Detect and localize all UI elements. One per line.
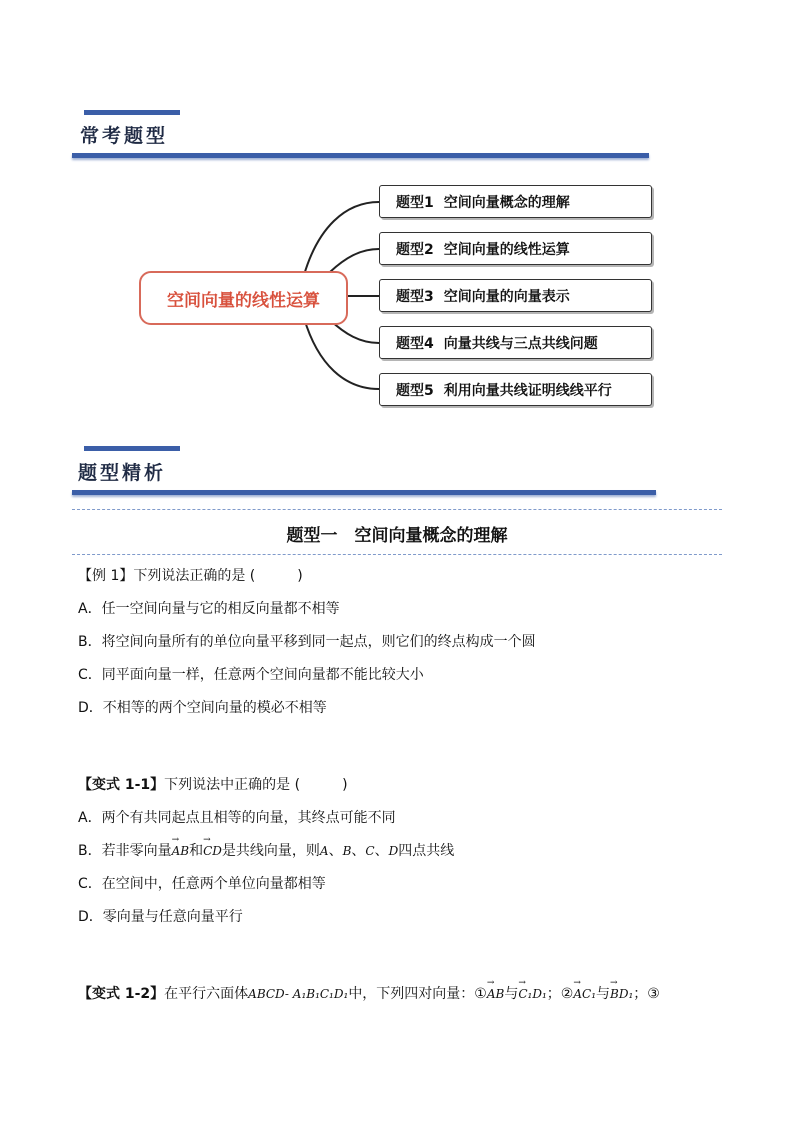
example1-option-b: B．将空间向量所有的单位向量平移到同一起点，则它们的终点构成一个圆 bbox=[78, 634, 536, 650]
text-fragment: ；② bbox=[546, 986, 574, 1002]
point-a: A bbox=[319, 844, 329, 858]
example1-option-a: A．任一空间向量与它的相反向量都不相等 bbox=[78, 601, 340, 617]
section2-bottom-bar bbox=[72, 490, 656, 495]
variant11-question bbox=[78, 774, 348, 794]
text-fragment: 中，下列四对向量：① bbox=[348, 986, 487, 1002]
text-fragment: 和 bbox=[189, 843, 204, 859]
text-fragment: 与 bbox=[504, 986, 519, 1002]
variant11-tag: 【变式 1-1】 bbox=[78, 777, 165, 793]
branch-number: 题型5 bbox=[396, 382, 434, 399]
section2-title: 题型精析 bbox=[78, 462, 167, 484]
branch-text: 空间向量的向量表示 bbox=[443, 288, 570, 305]
variant11-option-a: A．两个有共同起点且相等的向量，其终点可能不同 bbox=[78, 810, 396, 826]
separator: 、 bbox=[351, 843, 366, 859]
branch-number: 题型3 bbox=[396, 288, 434, 305]
mindmap-branch-4 bbox=[379, 326, 652, 359]
point-c: C bbox=[365, 844, 375, 858]
vector-cd: → CD bbox=[203, 844, 222, 858]
branch-number: 题型4 bbox=[396, 335, 434, 352]
vector-ac1: → AC₁ bbox=[573, 987, 596, 1001]
vector-ab: → AB bbox=[487, 987, 504, 1001]
branch-number: 题型1 bbox=[396, 194, 434, 211]
branch-text: 空间向量概念的理解 bbox=[443, 194, 570, 211]
example1-option-c: C．同平面向量一样，任意两个空间向量都不能比较大小 bbox=[78, 667, 424, 683]
mindmap-branch-1 bbox=[379, 185, 652, 218]
variant11-option-c: C．在空间中，任意两个单位向量都相等 bbox=[78, 876, 326, 892]
text-fragment: 与 bbox=[596, 986, 611, 1002]
vector-ab: → AB bbox=[172, 844, 189, 858]
vector-bd1: → BD₁ bbox=[610, 987, 633, 1001]
section2-top-bar bbox=[84, 446, 180, 451]
vector-c1d1: → C₁D₁ bbox=[518, 987, 546, 1001]
text-fragment: 四点共线 bbox=[398, 843, 455, 859]
branch-text: 空间向量的线性运算 bbox=[443, 241, 570, 258]
text-fragment: B．若非零向量 bbox=[78, 843, 172, 859]
example1-stem: 下列说法正确的是 ( ) bbox=[133, 568, 303, 584]
section1-title: 常考题型 bbox=[80, 125, 169, 147]
mindmap-branch-2 bbox=[379, 232, 652, 265]
separator: 、 bbox=[328, 843, 343, 859]
branch-text: 利用向量共线证明线线平行 bbox=[443, 382, 612, 399]
branch-number: 题型2 bbox=[396, 241, 434, 258]
text-fragment: 在平行六面体 bbox=[164, 986, 249, 1002]
type1-heading: 题型一 空间向量概念的理解 bbox=[286, 526, 508, 546]
variant12-tag: 【变式 1-2】 bbox=[78, 986, 165, 1002]
mindmap-center: 空间向量的线性运算 bbox=[139, 271, 348, 325]
heading-divider-bottom bbox=[72, 554, 722, 555]
variant12-question bbox=[78, 983, 660, 1003]
variant11-option-d: D．零向量与任意向量平行 bbox=[78, 909, 243, 925]
heading-divider-top bbox=[72, 509, 722, 510]
point-b: B bbox=[342, 844, 352, 858]
text-fragment: ；③ bbox=[633, 986, 660, 1002]
text-fragment: 是共线向量，则 bbox=[221, 843, 320, 859]
branch-text: 向量共线与三点共线问题 bbox=[443, 335, 598, 352]
variant11-stem: 下列说法中正确的是 ( ) bbox=[164, 777, 348, 793]
point-d: D bbox=[388, 844, 399, 858]
example1-question bbox=[78, 565, 303, 585]
mindmap-branch-5 bbox=[379, 373, 652, 406]
variant11-option-b bbox=[78, 840, 454, 860]
solid-name: ABCD- A₁B₁C₁D₁ bbox=[248, 987, 349, 1001]
example1-option-d: D．不相等的两个空间向量的模必不相等 bbox=[78, 700, 327, 716]
example1-tag: 【例 1】 bbox=[78, 568, 134, 584]
separator: 、 bbox=[374, 843, 389, 859]
mindmap-branch-3 bbox=[379, 279, 652, 312]
